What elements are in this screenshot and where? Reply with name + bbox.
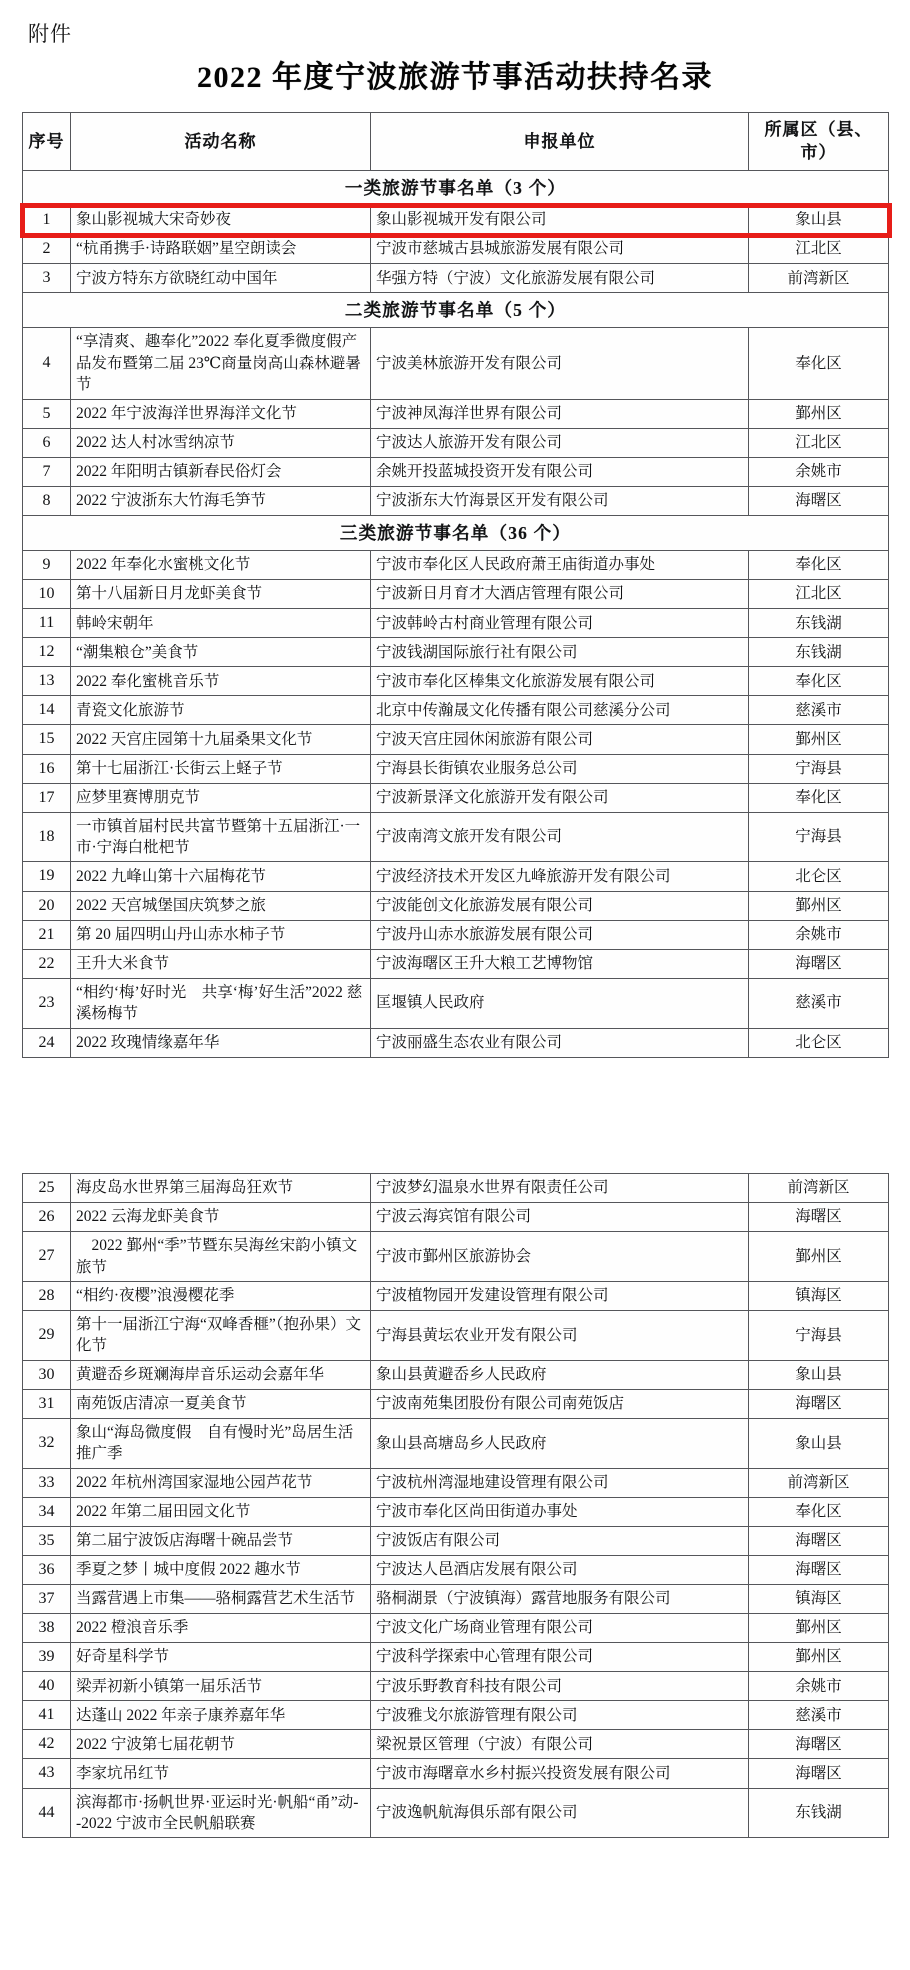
cell-activity-name: “享清爽、趣奉化”2022 奉化夏季微度假产品发布暨第二届 23℃商量岗高山森林避暑节 xyxy=(71,328,371,399)
cell-activity-name: 2022 宁波第七届花朝节 xyxy=(71,1730,371,1759)
cell-index: 17 xyxy=(23,783,71,812)
cell-district: 象山县 xyxy=(749,1360,889,1389)
cell-activity-name: 南苑饭店清凉一夏美食节 xyxy=(71,1389,371,1418)
cell-applicant-unit: 宁海县长街镇农业服务总公司 xyxy=(371,754,749,783)
cell-index: 44 xyxy=(23,1788,71,1838)
cell-district: 鄞州区 xyxy=(749,1232,889,1282)
table-row xyxy=(23,1497,889,1526)
cell-applicant-unit: 宁波经济技术开发区九峰旅游开发有限公司 xyxy=(371,862,749,891)
cell-index: 34 xyxy=(23,1497,71,1526)
cell-applicant-unit: 宁波浙东大竹海景区开发有限公司 xyxy=(371,486,749,515)
cell-activity-name: 第十七届浙江·长街云上蛏子节 xyxy=(71,754,371,783)
cell-district: 宁海县 xyxy=(749,754,889,783)
cell-activity-name: 第十八届新日月龙虾美食节 xyxy=(71,580,371,609)
cell-applicant-unit: 宁波科学探索中心管理有限公司 xyxy=(371,1643,749,1672)
cell-district: 前湾新区 xyxy=(749,1468,889,1497)
section-header-row xyxy=(23,515,889,550)
table-row xyxy=(23,696,889,725)
cell-index: 40 xyxy=(23,1672,71,1701)
cell-applicant-unit: 象山县高塘岛乡人民政府 xyxy=(371,1418,749,1468)
cell-index: 41 xyxy=(23,1701,71,1730)
table-row xyxy=(23,1468,889,1497)
table-row xyxy=(23,1281,889,1310)
cell-index: 14 xyxy=(23,696,71,725)
cell-applicant-unit: 梁祝景区管理（宁波）有限公司 xyxy=(371,1730,749,1759)
table-row xyxy=(23,428,889,457)
cell-applicant-unit: 宁波梦幻温泉水世界有限责任公司 xyxy=(371,1174,749,1203)
cell-applicant-unit: 宁波海曙区王升大粮工艺博物馆 xyxy=(371,949,749,978)
table-row xyxy=(23,1418,889,1468)
cell-applicant-unit: 宁波杭州湾湿地建设管理有限公司 xyxy=(371,1468,749,1497)
table-row xyxy=(23,206,889,235)
cell-activity-name: 2022 云海龙虾美食节 xyxy=(71,1203,371,1232)
cell-activity-name: 达蓬山 2022 年亲子康养嘉年华 xyxy=(71,1701,371,1730)
cell-applicant-unit: 宁波市慈城古县城旅游发展有限公司 xyxy=(371,235,749,264)
cell-activity-name: 象山影视城大宋奇妙夜 xyxy=(71,206,371,235)
table-row xyxy=(23,399,889,428)
cell-activity-name: 海皮岛水世界第三届海岛狂欢节 xyxy=(71,1174,371,1203)
table-row xyxy=(23,1584,889,1613)
cell-district: 前湾新区 xyxy=(749,264,889,293)
cell-district: 海曙区 xyxy=(749,1203,889,1232)
cell-activity-name: 2022 年杭州湾国家湿地公园芦花节 xyxy=(71,1468,371,1497)
listing-table-part-2 xyxy=(22,1173,888,1838)
cell-index: 12 xyxy=(23,638,71,667)
cell-district: 余姚市 xyxy=(749,457,889,486)
cell-activity-name: 当露营遇上市集——骆桐露营艺术生活节 xyxy=(71,1584,371,1613)
cell-applicant-unit: 宁波丽盛生态农业有限公司 xyxy=(371,1028,749,1057)
cell-index: 1 xyxy=(23,206,71,235)
table-row xyxy=(23,580,889,609)
cell-activity-name: 2022 玫瑰情缘嘉年华 xyxy=(71,1028,371,1057)
cell-index: 23 xyxy=(23,978,71,1028)
cell-district: 象山县 xyxy=(749,1418,889,1468)
cell-district: 鄞州区 xyxy=(749,1614,889,1643)
cell-activity-name: 2022 奉化蜜桃音乐节 xyxy=(71,667,371,696)
cell-district: 奉化区 xyxy=(749,1497,889,1526)
cell-index: 10 xyxy=(23,580,71,609)
cell-activity-name: 青瓷文化旅游节 xyxy=(71,696,371,725)
section-header-row xyxy=(23,293,889,328)
cell-activity-name: 2022 年第二届田园文化节 xyxy=(71,1497,371,1526)
cell-district: 镇海区 xyxy=(749,1281,889,1310)
cell-index: 42 xyxy=(23,1730,71,1759)
table-row xyxy=(23,1174,889,1203)
cell-activity-name: “潮集粮仓”美食节 xyxy=(71,638,371,667)
cell-district: 东钱湖 xyxy=(749,638,889,667)
cell-district: 鄞州区 xyxy=(749,399,889,428)
cell-district: 北仑区 xyxy=(749,862,889,891)
table-row xyxy=(23,949,889,978)
cell-activity-name: 2022 达人村冰雪纳凉节 xyxy=(71,428,371,457)
table-row xyxy=(23,862,889,891)
table-row xyxy=(23,812,889,862)
cell-activity-name: “相约·夜樱”浪漫樱花季 xyxy=(71,1281,371,1310)
support-listing-table-1 xyxy=(22,112,889,1058)
table-row xyxy=(23,1232,889,1282)
attachment-label: 附件 xyxy=(28,23,72,46)
cell-district: 余姚市 xyxy=(749,1672,889,1701)
table-row xyxy=(23,1788,889,1838)
cell-activity-name: 一市镇首届村民共富节暨第十五届浙江·一市·宁海白枇杷节 xyxy=(71,812,371,862)
cell-index: 30 xyxy=(23,1360,71,1389)
section-header-label: 二类旅游节事名单（5 个） xyxy=(23,293,889,328)
cell-district: 宁海县 xyxy=(749,1310,889,1360)
cell-district: 奉化区 xyxy=(749,328,889,399)
cell-applicant-unit: 宁波钱湖国际旅行社有限公司 xyxy=(371,638,749,667)
listing-table-part-1 xyxy=(22,112,888,1058)
cell-district: 北仑区 xyxy=(749,1028,889,1057)
table-row xyxy=(23,1028,889,1057)
table-row xyxy=(23,1672,889,1701)
cell-index: 32 xyxy=(23,1418,71,1468)
table-row xyxy=(23,1555,889,1584)
cell-activity-name: “相约‘梅’好时光 共享‘梅’好生活”2022 慈溪杨梅节 xyxy=(71,978,371,1028)
support-listing-table-2 xyxy=(22,1173,889,1838)
cell-index: 35 xyxy=(23,1526,71,1555)
cell-applicant-unit: 余姚开投蓝城投资开发有限公司 xyxy=(371,457,749,486)
cell-applicant-unit: 宁波市奉化区尚田街道办事处 xyxy=(371,1497,749,1526)
cell-district: 慈溪市 xyxy=(749,1701,889,1730)
table-row xyxy=(23,1526,889,1555)
cell-activity-name: 宁波方特东方欲晓红动中国年 xyxy=(71,264,371,293)
cell-applicant-unit: 宁波丹山赤水旅游发展有限公司 xyxy=(371,920,749,949)
cell-applicant-unit: 宁波市海曙章水乡村振兴投资发展有限公司 xyxy=(371,1759,749,1788)
cell-applicant-unit: 宁波云海宾馆有限公司 xyxy=(371,1203,749,1232)
cell-index: 11 xyxy=(23,609,71,638)
cell-applicant-unit: 宁波新景泽文化旅游开发有限公司 xyxy=(371,783,749,812)
cell-activity-name: 2022 年宁波海洋世界海洋文化节 xyxy=(71,399,371,428)
cell-district: 东钱湖 xyxy=(749,609,889,638)
cell-index: 25 xyxy=(23,1174,71,1203)
cell-index: 9 xyxy=(23,551,71,580)
cell-index: 28 xyxy=(23,1281,71,1310)
cell-index: 2 xyxy=(23,235,71,264)
cell-activity-name: 梁弄初新小镇第一届乐活节 xyxy=(71,1672,371,1701)
cell-activity-name: 李家坑吊红节 xyxy=(71,1759,371,1788)
cell-applicant-unit: 宁波文化广场商业管理有限公司 xyxy=(371,1614,749,1643)
cell-activity-name: 象山“海岛微度假 自有慢时光”岛居生活推广季 xyxy=(71,1418,371,1468)
cell-index: 27 xyxy=(23,1232,71,1282)
column-header-org: 申报单位 xyxy=(371,113,749,171)
cell-district: 江北区 xyxy=(749,428,889,457)
cell-index: 33 xyxy=(23,1468,71,1497)
cell-district: 奉化区 xyxy=(749,551,889,580)
cell-district: 象山县 xyxy=(749,206,889,235)
cell-district: 慈溪市 xyxy=(749,696,889,725)
cell-index: 4 xyxy=(23,328,71,399)
cell-district: 鄞州区 xyxy=(749,725,889,754)
cell-applicant-unit: 宁波能创文化旅游发展有限公司 xyxy=(371,891,749,920)
cell-index: 5 xyxy=(23,399,71,428)
cell-district: 慈溪市 xyxy=(749,978,889,1028)
cell-index: 20 xyxy=(23,891,71,920)
cell-index: 24 xyxy=(23,1028,71,1057)
cell-applicant-unit: 宁波雅戈尔旅游管理有限公司 xyxy=(371,1701,749,1730)
cell-index: 39 xyxy=(23,1643,71,1672)
table-row xyxy=(23,486,889,515)
cell-district: 海曙区 xyxy=(749,1526,889,1555)
column-header-name: 活动名称 xyxy=(71,113,371,171)
cell-district: 宁海县 xyxy=(749,812,889,862)
table-header-row xyxy=(23,113,889,171)
cell-activity-name: 2022 宁波浙东大竹海毛笋节 xyxy=(71,486,371,515)
cell-activity-name: 黄避岙乡斑斓海岸音乐运动会嘉年华 xyxy=(71,1360,371,1389)
cell-index: 15 xyxy=(23,725,71,754)
table-row xyxy=(23,1614,889,1643)
cell-district: 海曙区 xyxy=(749,1730,889,1759)
cell-district: 奉化区 xyxy=(749,783,889,812)
table-row xyxy=(23,551,889,580)
cell-index: 3 xyxy=(23,264,71,293)
cell-applicant-unit: 宁波美林旅游开发有限公司 xyxy=(371,328,749,399)
table-row xyxy=(23,1730,889,1759)
cell-index: 29 xyxy=(23,1310,71,1360)
cell-index: 37 xyxy=(23,1584,71,1613)
column-header-no: 序号 xyxy=(23,113,71,171)
cell-district: 前湾新区 xyxy=(749,1174,889,1203)
table-body-part-2 xyxy=(23,1174,889,1838)
cell-index: 43 xyxy=(23,1759,71,1788)
cell-district: 余姚市 xyxy=(749,920,889,949)
table-row xyxy=(23,638,889,667)
cell-activity-name: 2022 鄞州“季”节暨东吴海丝宋韵小镇文旅节 xyxy=(71,1232,371,1282)
table-row xyxy=(23,1759,889,1788)
table-row xyxy=(23,1360,889,1389)
cell-applicant-unit: 宁海县黄坛农业开发有限公司 xyxy=(371,1310,749,1360)
table-row xyxy=(23,1203,889,1232)
cell-index: 13 xyxy=(23,667,71,696)
cell-index: 18 xyxy=(23,812,71,862)
cell-index: 31 xyxy=(23,1389,71,1418)
column-header-district: 所属区（县、市） xyxy=(749,113,889,171)
table-row xyxy=(23,725,889,754)
cell-applicant-unit: 骆桐湖景（宁波镇海）露营地服务有限公司 xyxy=(371,1584,749,1613)
table-row xyxy=(23,667,889,696)
cell-activity-name: 第 20 届四明山丹山赤水柿子节 xyxy=(71,920,371,949)
table-row xyxy=(23,1389,889,1418)
table-body-part-1 xyxy=(23,170,889,1057)
table-row xyxy=(23,609,889,638)
cell-activity-name: 滨海都市·扬帆世界·亚运时光·帆船“甬”动--2022 宁波市全民帆船联赛 xyxy=(71,1788,371,1838)
cell-activity-name: 2022 天宫城堡国庆筑梦之旅 xyxy=(71,891,371,920)
cell-applicant-unit: 宁波乐野教育科技有限公司 xyxy=(371,1672,749,1701)
table-header xyxy=(23,113,889,171)
cell-index: 6 xyxy=(23,428,71,457)
cell-applicant-unit: 宁波市鄞州区旅游协会 xyxy=(371,1232,749,1282)
cell-district: 鄞州区 xyxy=(749,1643,889,1672)
cell-district: 海曙区 xyxy=(749,1389,889,1418)
table-row xyxy=(23,920,889,949)
cell-applicant-unit: 匡堰镇人民政府 xyxy=(371,978,749,1028)
cell-activity-name: 2022 年阳明古镇新春民俗灯会 xyxy=(71,457,371,486)
table-row xyxy=(23,264,889,293)
cell-applicant-unit: 宁波韩岭古村商业管理有限公司 xyxy=(371,609,749,638)
cell-applicant-unit: 北京中传瀚晟文化传播有限公司慈溪分公司 xyxy=(371,696,749,725)
cell-district: 奉化区 xyxy=(749,667,889,696)
table-row xyxy=(23,891,889,920)
page-title: 2022 年度宁波旅游节事活动扶持名录 xyxy=(197,61,713,94)
cell-applicant-unit: 华强方特（宁波）文化旅游发展有限公司 xyxy=(371,264,749,293)
cell-index: 36 xyxy=(23,1555,71,1584)
cell-district: 东钱湖 xyxy=(749,1788,889,1838)
cell-district: 江北区 xyxy=(749,580,889,609)
cell-activity-name: 2022 橙浪音乐季 xyxy=(71,1614,371,1643)
cell-index: 16 xyxy=(23,754,71,783)
cell-applicant-unit: 宁波神凤海洋世界有限公司 xyxy=(371,399,749,428)
cell-activity-name: 第十一届浙江宁海“双峰香榧”（抱孙果）文化节 xyxy=(71,1310,371,1360)
cell-district: 海曙区 xyxy=(749,1759,889,1788)
cell-activity-name: “杭甬携手·诗路联姻”星空朗读会 xyxy=(71,235,371,264)
cell-applicant-unit: 象山县黄避岙乡人民政府 xyxy=(371,1360,749,1389)
cell-applicant-unit: 宁波天宫庄园休闲旅游有限公司 xyxy=(371,725,749,754)
table-row xyxy=(23,1643,889,1672)
cell-activity-name: 2022 九峰山第十六届梅花节 xyxy=(71,862,371,891)
cell-district: 海曙区 xyxy=(749,949,889,978)
cell-index: 8 xyxy=(23,486,71,515)
cell-applicant-unit: 宁波南湾文旅开发有限公司 xyxy=(371,812,749,862)
cell-district: 鄞州区 xyxy=(749,891,889,920)
section-header-row xyxy=(23,170,889,205)
cell-index: 38 xyxy=(23,1614,71,1643)
cell-activity-name: 好奇星科学节 xyxy=(71,1643,371,1672)
cell-index: 19 xyxy=(23,862,71,891)
table-row xyxy=(23,328,889,399)
cell-district: 海曙区 xyxy=(749,486,889,515)
cell-activity-name: 2022 年奉化水蜜桃文化节 xyxy=(71,551,371,580)
cell-applicant-unit: 宁波新日月育才大酒店管理有限公司 xyxy=(371,580,749,609)
section-header-label: 三类旅游节事名单（36 个） xyxy=(23,515,889,550)
cell-applicant-unit: 宁波达人旅游开发有限公司 xyxy=(371,428,749,457)
cell-activity-name: 韩岭宋朝年 xyxy=(71,609,371,638)
table-row xyxy=(23,1701,889,1730)
section-header-label: 一类旅游节事名单（3 个） xyxy=(23,170,889,205)
cell-applicant-unit: 宁波达人邑酒店发展有限公司 xyxy=(371,1555,749,1584)
cell-activity-name: 季夏之梦丨城中度假 2022 趣水节 xyxy=(71,1555,371,1584)
cell-index: 26 xyxy=(23,1203,71,1232)
cell-applicant-unit: 宁波植物园开发建设管理有限公司 xyxy=(371,1281,749,1310)
table-row xyxy=(23,1310,889,1360)
cell-applicant-unit: 宁波逸帆航海俱乐部有限公司 xyxy=(371,1788,749,1838)
cell-activity-name: 第二届宁波饭店海曙十碗品尝节 xyxy=(71,1526,371,1555)
table-row xyxy=(23,235,889,264)
cell-district: 江北区 xyxy=(749,235,889,264)
cell-index: 7 xyxy=(23,457,71,486)
cell-activity-name: 王升大米食节 xyxy=(71,949,371,978)
cell-district: 镇海区 xyxy=(749,1584,889,1613)
table-row xyxy=(23,978,889,1028)
cell-applicant-unit: 象山影视城开发有限公司 xyxy=(371,206,749,235)
cell-activity-name: 应梦里赛博朋克节 xyxy=(71,783,371,812)
cell-applicant-unit: 宁波市奉化区人民政府萧王庙街道办事处 xyxy=(371,551,749,580)
table-row xyxy=(23,783,889,812)
cell-activity-name: 2022 天宫庄园第十九届桑果文化节 xyxy=(71,725,371,754)
cell-index: 21 xyxy=(23,920,71,949)
table-row xyxy=(23,457,889,486)
cell-applicant-unit: 宁波南苑集团股份有限公司南苑饭店 xyxy=(371,1389,749,1418)
cell-index: 22 xyxy=(23,949,71,978)
table-row xyxy=(23,754,889,783)
cell-district: 海曙区 xyxy=(749,1555,889,1584)
cell-applicant-unit: 宁波市奉化区棒集文化旅游发展有限公司 xyxy=(371,667,749,696)
cell-applicant-unit: 宁波饭店有限公司 xyxy=(371,1526,749,1555)
